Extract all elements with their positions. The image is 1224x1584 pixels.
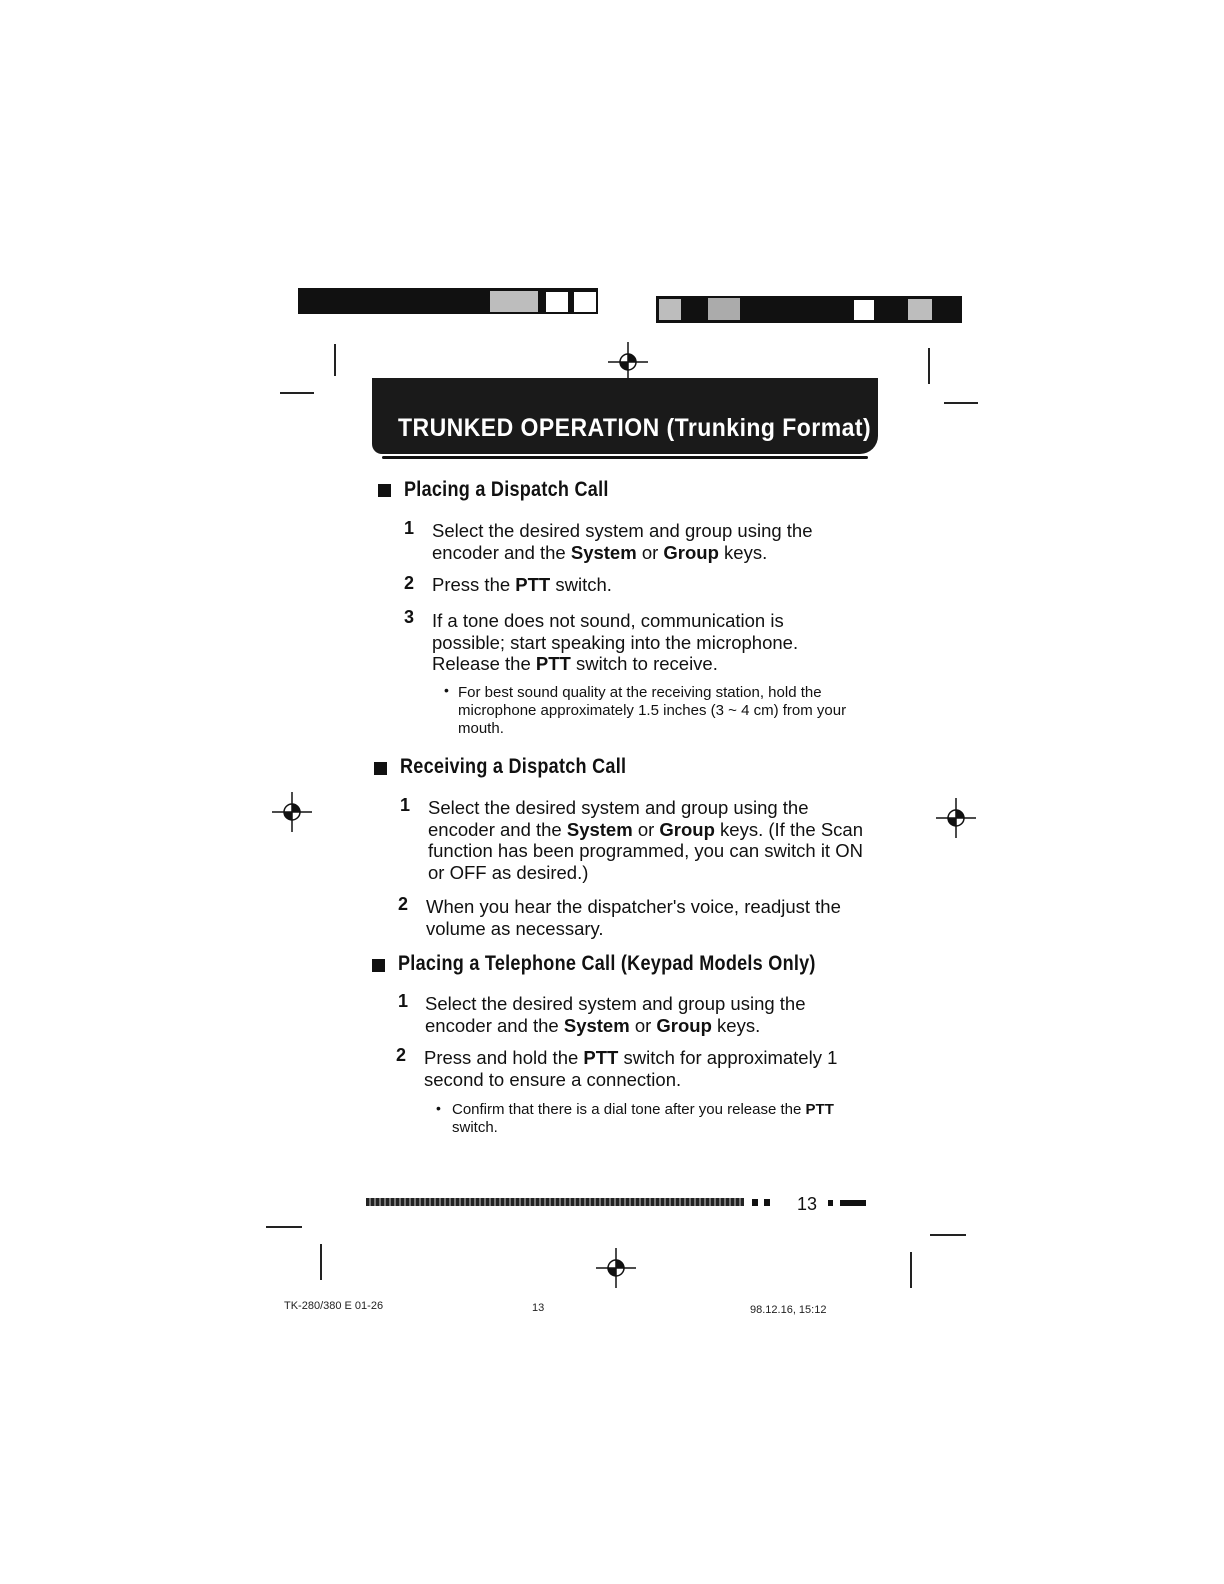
note-text: For best sound quality at the receiving station, hold the microphone approximately 1.5 inches (3 ~ 4 cm) from your mouth. — [458, 684, 847, 737]
step-text: Select the desired system and group using the encoder and the System or Group keys. — [425, 993, 806, 1036]
bullet-dot-icon: • — [436, 1100, 441, 1116]
step-text: Press the PTT switch. — [432, 574, 612, 595]
step-text: When you hear the dispatcher's voice, readjust the volume as necessary. — [426, 896, 841, 939]
note-text: Confirm that there is a dial tone after you release the PTT switch. — [452, 1101, 834, 1136]
footer-timestamp: 98.12.16, 15:12 — [750, 1304, 827, 1316]
crop-mark — [266, 1226, 302, 1228]
footer-page: 13 — [532, 1302, 545, 1314]
section-heading: Placing a Telephone Call (Keypad Models Only) — [398, 952, 816, 975]
page-number-bar-dash — [828, 1200, 833, 1206]
section-bullet-icon — [372, 959, 385, 972]
top-bar-right-gray-2 — [708, 298, 740, 320]
section-heading: Receiving a Dispatch Call — [400, 755, 627, 778]
crop-mark — [910, 1252, 912, 1288]
section-heading: Placing a Dispatch Call — [404, 478, 609, 501]
bullet-dot-icon: • — [444, 682, 449, 698]
section-bullet-icon — [378, 484, 391, 497]
step-number: 2 — [398, 894, 409, 914]
step-number: 1 — [404, 518, 415, 538]
top-bar-right-gray-1 — [659, 299, 681, 320]
top-bar-left-white-block-2 — [572, 290, 598, 314]
top-bar-left-white-block-1 — [544, 290, 570, 314]
crop-mark — [944, 402, 978, 404]
crop-mark — [928, 348, 930, 384]
page-number-bar — [366, 1198, 744, 1206]
registration-mark-icon — [272, 792, 312, 832]
registration-mark-icon — [596, 1248, 636, 1288]
top-bar-left-gray-block — [490, 291, 538, 312]
page-number-bar-dash — [752, 1199, 758, 1206]
page-number: 13 — [797, 1194, 818, 1214]
step-text: Select the desired system and group using the encoder and the System or Group keys. (If the Scan function has been programmed, you can switch it ON or OFF as desired.) — [428, 797, 863, 883]
footer-model: TK-280/380 E 01-26 — [284, 1300, 384, 1312]
crop-mark — [280, 392, 314, 394]
banner-underline — [382, 456, 868, 459]
registration-mark-icon — [608, 342, 648, 382]
page-number-bar-end — [840, 1200, 866, 1206]
crop-mark — [334, 344, 336, 376]
step-number: 3 — [404, 607, 415, 627]
step-text: Press and hold the PTT switch for approximately 1 second to ensure a connection. — [424, 1047, 838, 1090]
section-bullet-icon — [374, 762, 387, 775]
step-number: 1 — [400, 795, 411, 815]
top-bar-right-white — [852, 298, 876, 322]
step-number: 1 — [398, 991, 409, 1011]
page-number-bar-dash — [764, 1199, 770, 1206]
crop-mark — [930, 1234, 966, 1236]
crop-mark — [320, 1244, 322, 1280]
top-bar-right-gray-3 — [908, 299, 932, 320]
step-text: If a tone does not sound, communication is possible; start speaking into the microphone. Release the PTT switch to receive. — [432, 610, 799, 674]
step-number: 2 — [404, 573, 415, 593]
registration-mark-icon — [936, 798, 976, 838]
step-number: 2 — [396, 1045, 407, 1065]
step-text: Select the desired system and group using the encoder and the System or Group keys. — [432, 520, 813, 563]
page-title: TRUNKED OPERATION (Trunking Format) — [398, 414, 872, 442]
